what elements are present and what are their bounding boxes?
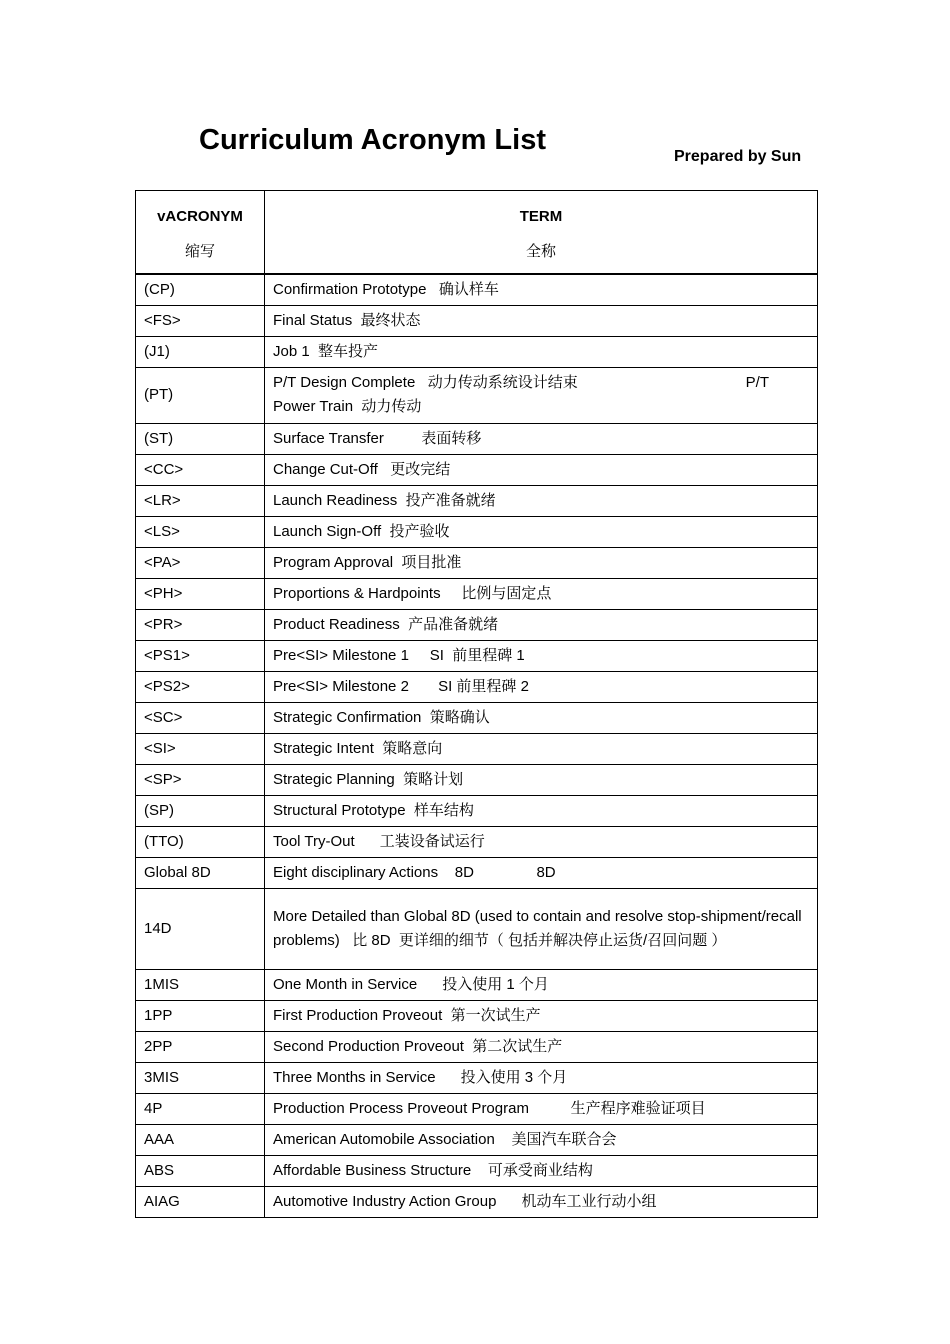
term-cell: Strategic Planning 策略计划 — [265, 764, 818, 795]
term-cell: Pre<SI> Milestone 2 SI 前里程碑 2 — [265, 671, 818, 702]
acronym-cell: ABS — [136, 1155, 265, 1186]
table-row — [136, 1062, 818, 1093]
acronym-cell: (TTO) — [136, 826, 265, 857]
term-cell: Production Process Proveout Program 生产程序难验证项目 — [265, 1093, 818, 1124]
term-cell: Confirmation Prototype 确认样车 — [265, 274, 818, 305]
header-acronym-en: vACRONYM — [157, 208, 243, 225]
acronym-cell: <PS1> — [136, 640, 265, 671]
term-cell: Launch Readiness 投产准备就绪 — [265, 485, 818, 516]
term-cell: One Month in Service 投入使用 1 个月 — [265, 969, 818, 1000]
term-cell: Job 1 整车投产 — [265, 336, 818, 367]
prepared-by: Prepared by Sun — [674, 148, 802, 165]
acronym-cell: (PT) — [136, 367, 265, 423]
term-cell: Structural Prototype 样车结构 — [265, 795, 818, 826]
table-row — [136, 367, 818, 423]
term-cell: Change Cut-Off 更改完结 — [265, 454, 818, 485]
acronym-cell: (SP) — [136, 795, 265, 826]
term-cell: Final Status 最终状态 — [265, 305, 818, 336]
table-row — [136, 274, 818, 305]
acronym-cell: 14D — [136, 888, 265, 969]
term-cell: Launch Sign-Off 投产验收 — [265, 516, 818, 547]
page-title: Curriculum Acronym List — [199, 124, 546, 156]
table-row — [136, 578, 818, 609]
table-row — [136, 1186, 818, 1217]
term-line-2: Power Train 动力传动 — [273, 398, 422, 415]
acronym-cell: (ST) — [136, 423, 265, 454]
acronym-cell: 1MIS — [136, 969, 265, 1000]
acronym-cell: <LR> — [136, 485, 265, 516]
acronym-cell: <SP> — [136, 764, 265, 795]
table-row — [136, 454, 818, 485]
table-row — [136, 336, 818, 367]
term-cell: Strategic Confirmation 策略确认 — [265, 702, 818, 733]
table-row — [136, 969, 818, 1000]
table-row — [136, 1000, 818, 1031]
header-term-en: TERM — [519, 208, 563, 225]
acronym-cell: <PH> — [136, 578, 265, 609]
table-header-row — [136, 191, 818, 275]
table-row — [136, 423, 818, 454]
acronym-cell: 4P — [136, 1093, 265, 1124]
term-cell: More Detailed than Global 8D (used to contain and resolve stop-shipment/recall problems) 比 8D 更详细的细节（ 包括并解决停止运货/召回问题 ） — [265, 888, 818, 969]
term-text: P/T Design Complete 动力传动系统设计结束 — [273, 374, 578, 391]
acronym-cell: <FS> — [136, 305, 265, 336]
header-term — [265, 191, 818, 275]
term-cell: Program Approval 项目批准 — [265, 547, 818, 578]
term-line-1 — [273, 371, 809, 395]
term-cell: Automotive Industry Action Group 机动车工业行动小组 — [265, 1186, 818, 1217]
acronym-cell: <SC> — [136, 702, 265, 733]
acronym-cell: 2PP — [136, 1031, 265, 1062]
table-row — [136, 888, 818, 969]
acronym-cell: AIAG — [136, 1186, 265, 1217]
acronym-cell: <PS2> — [136, 671, 265, 702]
term-cell: Strategic Intent 策略意向 — [265, 733, 818, 764]
acronym-cell: <PA> — [136, 547, 265, 578]
term-cell: Affordable Business Structure 可承受商业结构 — [265, 1155, 818, 1186]
acronym-cell: <CC> — [136, 454, 265, 485]
acronym-cell: AAA — [136, 1124, 265, 1155]
table-row — [136, 640, 818, 671]
term-cell: Tool Try-Out 工装设备试运行 — [265, 826, 818, 857]
table-row — [136, 1124, 818, 1155]
table-row — [136, 305, 818, 336]
table-row — [136, 671, 818, 702]
table-row — [136, 1155, 818, 1186]
acronym-cell: 1PP — [136, 1000, 265, 1031]
acronym-cell: (CP) — [136, 274, 265, 305]
table-row — [136, 702, 818, 733]
term-cell: Surface Transfer 表面转移 — [265, 423, 818, 454]
term-cell: Product Readiness 产品准备就绪 — [265, 609, 818, 640]
acronym-cell: <PR> — [136, 609, 265, 640]
acronym-table — [135, 190, 818, 1218]
term-extra: P/T — [745, 374, 769, 391]
table-row — [136, 826, 818, 857]
acronym-cell: 3MIS — [136, 1062, 265, 1093]
table-row — [136, 857, 818, 888]
table-row — [136, 1031, 818, 1062]
term-cell: First Production Proveout 第一次试生产 — [265, 1000, 818, 1031]
header-term-cn: 全称 — [525, 242, 556, 260]
acronym-cell: Global 8D — [136, 857, 265, 888]
header-acronym — [136, 191, 265, 275]
term-cell: Pre<SI> Milestone 1 SI 前里程碑 1 — [265, 640, 818, 671]
header-acronym-cn: 缩写 — [184, 242, 215, 260]
table-row — [136, 1093, 818, 1124]
acronym-cell: <LS> — [136, 516, 265, 547]
table-row — [136, 547, 818, 578]
term-cell: Three Months in Service 投入使用 3 个月 — [265, 1062, 818, 1093]
term-cell: Proportions & Hardpoints 比例与固定点 — [265, 578, 818, 609]
term-cell: American Automobile Association 美国汽车联合会 — [265, 1124, 818, 1155]
acronym-cell: <SI> — [136, 733, 265, 764]
table-row — [136, 733, 818, 764]
table-row — [136, 795, 818, 826]
table-row — [136, 609, 818, 640]
table-row — [136, 764, 818, 795]
term-cell: Eight disciplinary Actions 8D 8D — [265, 857, 818, 888]
table-row — [136, 485, 818, 516]
table-row — [136, 516, 818, 547]
acronym-cell: (J1) — [136, 336, 265, 367]
term-cell — [265, 367, 818, 423]
term-cell: Second Production Proveout 第二次试生产 — [265, 1031, 818, 1062]
